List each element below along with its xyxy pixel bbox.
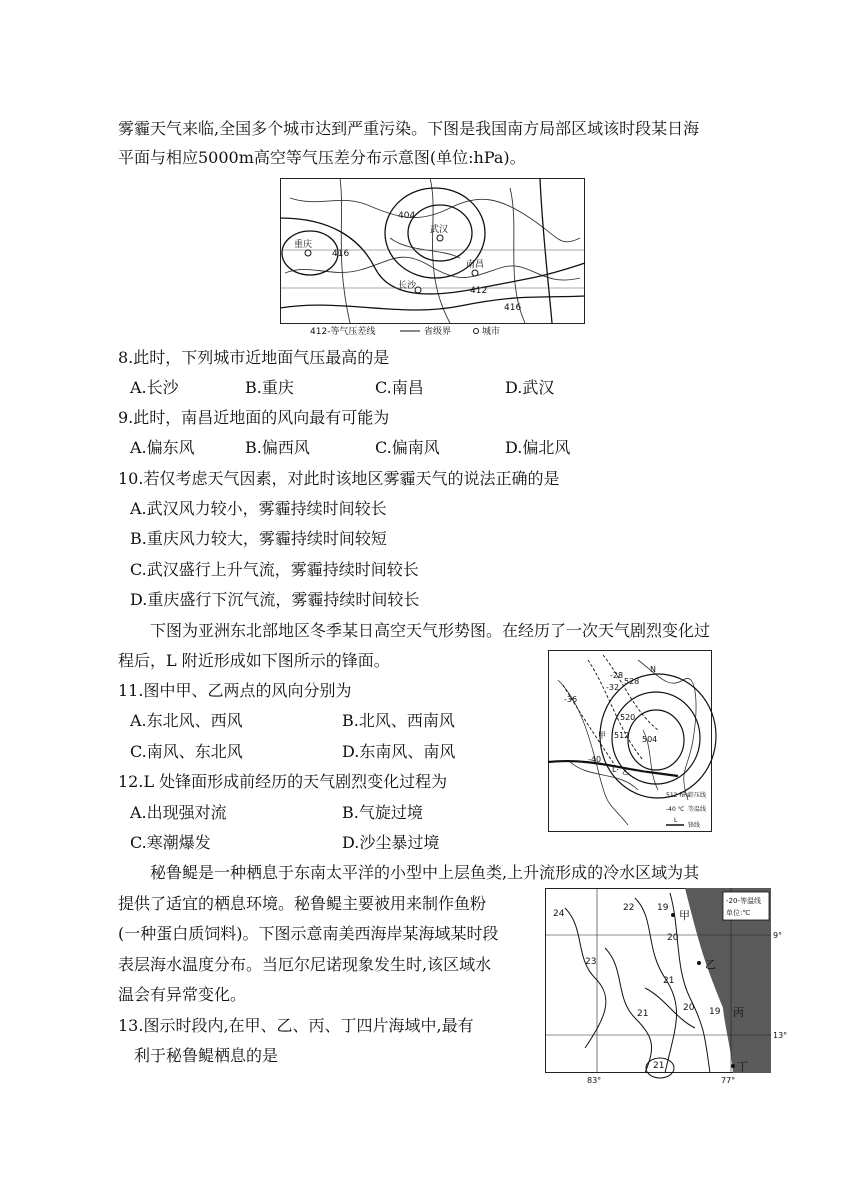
area-bing: 丙 [733, 1006, 744, 1019]
map2-label-520: 520 [620, 713, 636, 722]
q8-stem: 8.此时，下列城市近地面气压最高的是 [118, 348, 390, 367]
isotherm-label-19-south: 19 [709, 1007, 721, 1017]
contour-label-412: 412 [470, 286, 488, 296]
axis-label-13deg: 13° [773, 1031, 788, 1040]
q8-option-d: D.武汉 [505, 378, 555, 397]
legend-isotherm: -20-等温线 [726, 897, 761, 905]
q12-option-c: C.寒潮爆发 [130, 833, 211, 852]
q10-stem: 10.若仅考虑天气因素，对此时该地区雾霾天气的说法正确的是 [118, 469, 560, 488]
q13-line-2: 利于秘鲁鳀栖息的是 [134, 1046, 279, 1065]
map2-label-512: 512 [614, 731, 630, 740]
passage3-line-4: 表层海水温度分布。当厄尔尼诺现象发生时,该区域水 [118, 955, 492, 974]
area-jia: 甲 [679, 909, 690, 922]
legend-province-boundary: 省级界 [424, 327, 452, 337]
legend-unit: 单位:℃ [726, 909, 751, 917]
legend-isotherm: 等温线 [688, 806, 707, 813]
q8-option-a: A.长沙 [130, 378, 179, 397]
map2-label-jia: 甲 [598, 731, 606, 740]
northeast-asia-upper-air-map [548, 650, 712, 832]
map2-label-yi: 乙 [622, 767, 630, 776]
q9-option-b: B.偏西风 [245, 438, 310, 457]
q10-option-d: D.重庆盛行下沉气流，雾霾持续时间较长 [130, 590, 420, 609]
q13-line-1: 13.图示时段内,在甲、乙、丙、丁四片海域中,最有 [118, 1016, 474, 1035]
sea-temperature-map [545, 888, 788, 1088]
q10-option-c: C.武汉盛行上升气流，雾霾持续时间较长 [130, 560, 419, 579]
map2-label-l: L [612, 765, 617, 774]
city-changsha: 长沙 [398, 281, 417, 291]
isotherm-label-20-south: 20 [683, 1003, 695, 1013]
q8-option-c: C.南昌 [375, 378, 424, 397]
intro-line-2: 平面与相应5000m高空等气压差分布示意图(单位:hPa)。 [118, 148, 526, 167]
q11-option-b: B.北风、西南风 [342, 711, 455, 730]
passage3-line-3: (一种蛋白质饲料)。下图示意南美西海岸某海域某时段 [118, 924, 499, 943]
q11-option-d: D.东南风、南风 [342, 742, 456, 761]
legend-isotherm-value: -40 ℃ [666, 806, 685, 813]
isotherm-label-20-north: 20 [667, 933, 679, 943]
city-chongqing: 重庆 [294, 240, 313, 250]
map2-label-504: 504 [642, 735, 658, 744]
q12-option-b: B.气旋过境 [342, 803, 423, 822]
legend-front-value: L [674, 817, 678, 824]
axis-label-83deg: 83° [587, 1076, 602, 1085]
legend-isobar: 等压线 [688, 792, 707, 799]
intro-line-1: 雾霾天气来临,全国多个城市达到严重污染。下图是我国南方局部区域该时段某日海 [118, 119, 700, 138]
city-wuhan: 武汉 [430, 225, 449, 235]
legend-isobar-value: 512 hPa [666, 792, 691, 799]
map2-label-minus28: -28 [610, 671, 624, 680]
legend-isobar-difference: 412-等气压差线 [310, 327, 376, 337]
q9-option-a: A.偏东风 [130, 438, 195, 457]
q11-option-a: A.东北风、西风 [130, 711, 243, 730]
isotherm-label-19-north: 19 [657, 903, 669, 913]
q12-option-d: D.沙尘暴过境 [342, 833, 440, 852]
map2-label-minus40: -40 [588, 755, 602, 764]
q12-stem: 12.L 处锋面形成前经历的天气剧烈变化过程为 [118, 772, 448, 791]
map2-label-528: 528 [624, 677, 640, 686]
q9-stem: 9.此时，南昌近地面的风向最有可能为 [118, 408, 390, 427]
q8-option-b: B.重庆 [245, 378, 294, 397]
passage3-line-2: 提供了适宜的栖息环境。秘鲁鳀主要被用来制作鱼粉 [118, 894, 487, 913]
q11-stem: 11.图中甲、乙两点的风向分别为 [118, 681, 352, 700]
area-ding: 丁 [737, 1060, 748, 1073]
passage3-line-1: 秘鲁鳀是一种栖息于东南太平洋的小型中上层鱼类,上升流形成的冷水区域为其 [150, 863, 700, 882]
map2-label-n: N [650, 665, 656, 674]
isotherm-label-21-south: 21 [653, 1061, 665, 1071]
q10-option-a: A.武汉风力较小，雾霾持续时间较长 [130, 499, 387, 518]
isotherm-label-24: 24 [553, 909, 565, 919]
q10-option-b: B.重庆风力较大，雾霾持续时间较短 [130, 529, 387, 548]
area-yi: 乙 [705, 958, 716, 971]
axis-label-77deg: 77° [721, 1076, 736, 1085]
isotherm-label-21-west: 21 [637, 1009, 649, 1019]
isotherm-label-22: 22 [623, 903, 635, 913]
map2-label-minus32: -32 [606, 683, 620, 692]
city-nanchang: 南昌 [466, 260, 485, 270]
contour-label-416-east: 416 [504, 303, 522, 313]
isotherm-label-23: 23 [585, 957, 597, 967]
q9-option-d: D.偏北风 [505, 438, 571, 457]
contour-label-404: 404 [398, 211, 416, 221]
q9-option-c: C.偏南风 [375, 438, 440, 457]
contour-label-416-west: 416 [332, 249, 350, 259]
passage2-line-2: 程后，L 附近形成如下图所示的锋面。 [118, 651, 390, 670]
passage2-line-1: 下图为亚洲东北部地区冬季某日高空天气形势图。在经历了一次天气剧烈变化过 [150, 621, 711, 640]
q12-option-a: A.出现强对流 [130, 803, 227, 822]
map2-label-minus36: -36 [564, 695, 578, 704]
isotherm-label-21-middle: 21 [663, 976, 675, 986]
legend-city: 城市 [482, 327, 501, 337]
legend-front: 锋线 [688, 822, 701, 829]
axis-label-9deg: 9° [773, 931, 783, 940]
passage3-line-5: 温会有异常变化。 [118, 985, 247, 1004]
q11-option-c: C.南风、东北风 [130, 742, 243, 761]
isobar-difference-map [280, 178, 585, 338]
